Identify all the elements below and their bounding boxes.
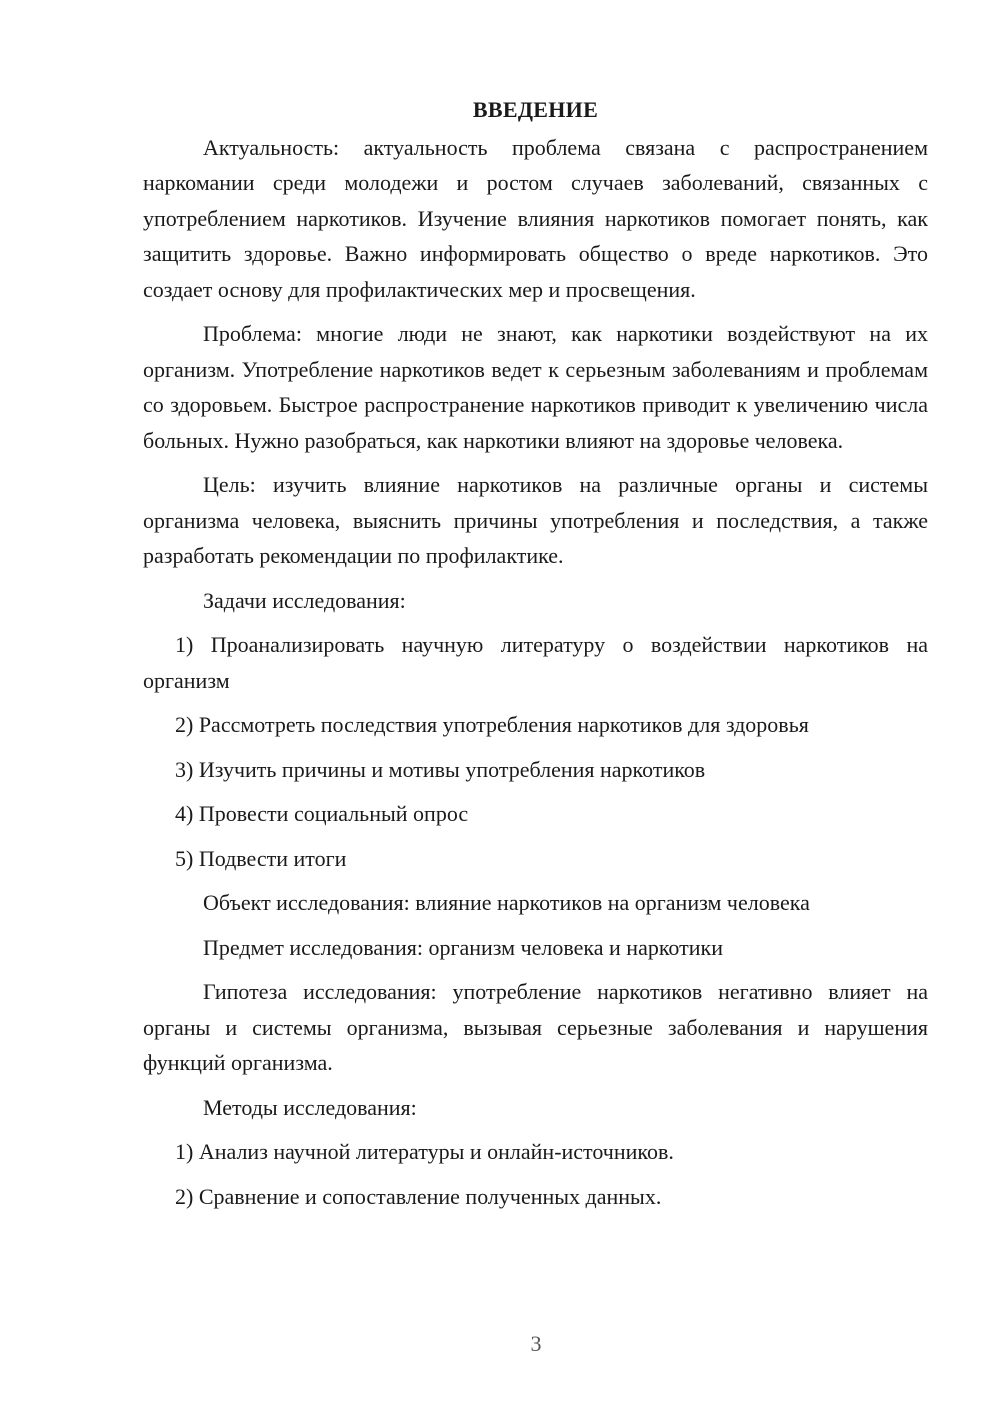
method-item: 2) Сравнение и сопоставление полученных данных. <box>175 1183 662 1209</box>
problem-paragraph: Проблема: многие люди не знают, как наркотики воздействуют на их организм. Употребление наркотиков ведет к серьезным заболеваниям и проблемам со здоровьем. Быстрое распространение наркотиков приводит к увеличению числа больных. Нужно разобраться, как наркотики влияют на здоровье человека. <box>143 321 928 453</box>
page-number: 3 <box>530 1331 542 1356</box>
task-item: 2) Рассмотреть последствия употребления наркотиков для здоровья <box>175 712 809 737</box>
task-item: 5) Подвести итоги <box>175 845 347 871</box>
hypothesis-paragraph: Гипотеза исследования: употребление наркотиков негативно влияет на органы и системы организма, вызывая серьезные заболевания и нарушения функций организма. <box>143 979 928 1075</box>
document-body <box>143 92 928 1223</box>
task-item: 1) Проанализировать научную литературу о воздействии наркотиков на организм <box>143 632 928 693</box>
task-item: 3) Изучить причины и мотивы употребления наркотиков <box>175 756 706 782</box>
tasks-title: Задачи исследования: <box>203 587 406 613</box>
goal-paragraph: Цель: изучить влияние наркотиков на различные органы и системы организма человека, выяснить причины употребления и последствия, а также разработать рекомендации по профилактике. <box>143 472 928 568</box>
relevance-paragraph: Актуальность: актуальность проблема связана с распространением наркомании среди молодежи и ростом случаев заболеваний, связанных с употреблением наркотиков. Изучение влияния наркотиков помогает понять, как защитить здоровье. Важно информировать общество о вреде наркотиков. Это создает основу для профилактических мер и просвещения. <box>143 134 928 302</box>
task-item: 4) Провести социальный опрос <box>175 801 469 826</box>
research-object: Объект исследования: влияние наркотиков на организм человека <box>203 890 810 915</box>
section-heading: ВВЕДЕНИЕ <box>472 97 599 122</box>
methods-title: Методы исследования: <box>203 1094 417 1120</box>
method-item: 1) Анализ научной литературы и онлайн-источников. <box>175 1139 674 1164</box>
research-subject: Предмет исследования: организм человека и наркотики <box>203 934 723 960</box>
